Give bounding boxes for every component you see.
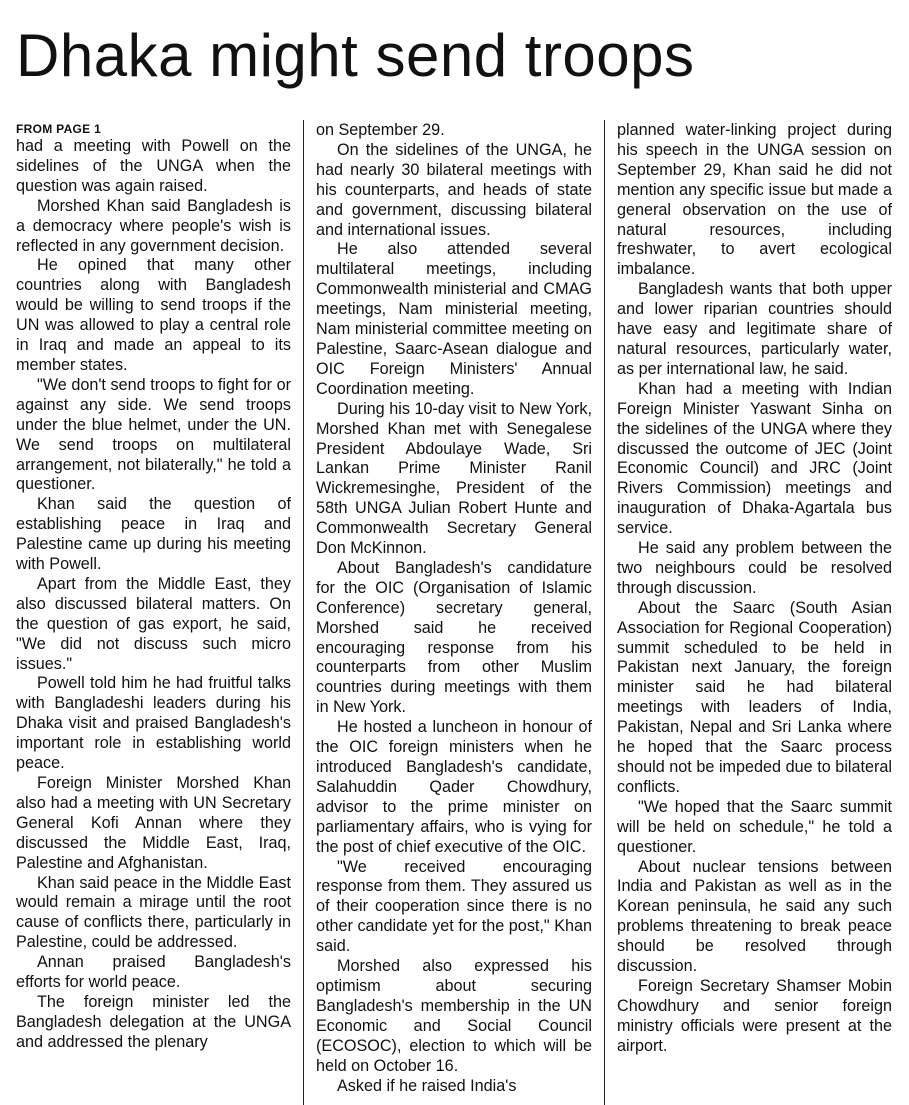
paragraph: He also attended several multilateral meetings, including Commonwealth ministerial and CMAG meetings, Nam ministerial meeting, Nam ministerial committee meeting on Palestine, Saarc-Asean dialogue and OIC Foreign Ministers' Annual Coordination meeting.	[316, 240, 592, 398]
paragraph: Bangladesh wants that both upper and lower riparian countries should have easy and legitimate share of natural resources, particularly water, as per international law, he said.	[617, 280, 892, 378]
article-column-3	[617, 121, 892, 1105]
paragraph: On the sidelines of the UNGA, he had nearly 30 bilateral meetings with his counterparts, and heads of state and government, discussing bilateral and international issues.	[316, 140, 592, 239]
paragraph: He hosted a luncheon in honour of the OIC foreign ministers when he introduced Bangladesh's candidate, Salahuddin Qader Chowdhury, advisor to the prime minister on parliamentary affairs, who is vying for the post of chief executive of the OIC.	[316, 718, 592, 856]
paragraph: "We don't send troops to fight for or against any side. We send troops under the blue helmet, under the UN. We send troops on multilateral arrangement, not bilaterally," he told a questioner.	[16, 375, 291, 494]
paragraph: Morshed also expressed his optimism about securing Bangladesh's membership in the UN Economic and Social Council (ECOSOC), election to which will be held on October 16.	[316, 957, 592, 1075]
paragraph: About nuclear tensions between India and Pakistan as well as in the Korean peninsula, he said any such problems threatening to break peace should be resolved through discussion.	[617, 857, 892, 976]
paragraph: had a meeting with Powell on the sidelines of the UNGA when the question was again raised.	[16, 137, 291, 195]
paragraph: Annan praised Bangladesh's efforts for world peace.	[16, 953, 291, 992]
article-column-2	[316, 121, 592, 1105]
paragraph: on September 29.	[316, 121, 445, 139]
column-rule	[604, 120, 605, 1105]
paragraph: About the Saarc (South Asian Association for Regional Cooperation) summit scheduled to be held in Pakistan next January, the foreign minister said he had bilateral meetings with leaders of India, Pakistan, Nepal and Sri Lanka where he hoped that the Saarc process should not be impeded due to bilateral conflicts.	[617, 598, 892, 796]
paragraph: Apart from the Middle East, they also discussed bilateral matters. On the question of gas export, he said, "We did not discuss such micro issues."	[16, 574, 291, 673]
paragraph: Khan said the question of establishing peace in Iraq and Palestine came up during his meeting with Powell.	[16, 495, 291, 574]
paragraph: "We received encouraging response from them. They assured us of their cooperation since there is no other candidate yet for the post," Khan said.	[316, 857, 592, 956]
paragraph: He opined that many other countries along with Bangladesh would be willing to send troops if the UN was allowed to play a central role in Iraq and made an appeal to its member states.	[16, 256, 291, 374]
paragraph: Khan had a meeting with Indian Foreign Minister Yaswant Sinha on the sidelines of the UNGA where they discussed the outcome of JEC (Joint Economic Council) and JRC (Joint Rivers Commission) meetings and inauguration of Dhaka-Agartala bus service.	[617, 379, 892, 538]
column-rule	[303, 120, 304, 1105]
paragraph: He said any problem between the two neighbours could be resolved through discussion.	[617, 539, 892, 597]
article-column-1	[16, 121, 291, 1105]
paragraph: About Bangladesh's candidature for the OIC (Organisation of Islamic Conference) secretary general, Morshed said he received encouraging response from his counterparts from other Muslim countries during meetings with them in New York.	[316, 558, 592, 717]
paragraph: Foreign Minister Morshed Khan also had a meeting with UN Secretary General Kofi Annan where they discussed the Middle East, Iraq, Palestine and Afghanistan.	[16, 774, 291, 872]
jump-label: FROM PAGE 1	[16, 122, 102, 136]
paragraph: The foreign minister led the Bangladesh delegation at the UNGA and addressed the plenary	[16, 992, 291, 1051]
paragraph: "We hoped that the Saarc summit will be held on schedule," he told a questioner.	[617, 797, 892, 856]
paragraph: Powell told him he had fruitful talks with Bangladeshi leaders during his Dhaka visit and praised Bangladesh's important role in establishing world peace.	[16, 674, 291, 773]
headline: Dhaka might send troops	[16, 22, 695, 89]
paragraph: Morshed Khan said Bangladesh is a democracy where people's wish is reflected in any government decision.	[16, 196, 291, 255]
paragraph: Asked if he raised India's	[337, 1076, 517, 1095]
paragraph: planned water-linking project during his speech in the UNGA session on September 29, Khan said he did not mention any specific issue but made a general observation on the use of natural resources, including freshwater, to avert ecological imbalance.	[617, 121, 892, 279]
paragraph: Foreign Secretary Shamser Mobin Chowdhury and senior foreign ministry officials were present at the airport.	[617, 976, 892, 1055]
paragraph: During his 10-day visit to New York, Morshed Khan met with Senegalese President Abdoulaye Wade, Sri Lankan Prime Minister Ranil Wickremesinghe, President of the 58th UNGA Julian Robert Hunte and Commonwealth Secretary General Don McKinnon.	[316, 399, 592, 558]
paragraph: Khan said peace in the Middle East would remain a mirage until the root cause of conflicts there, particularly in Palestine, could be addressed.	[16, 873, 291, 952]
